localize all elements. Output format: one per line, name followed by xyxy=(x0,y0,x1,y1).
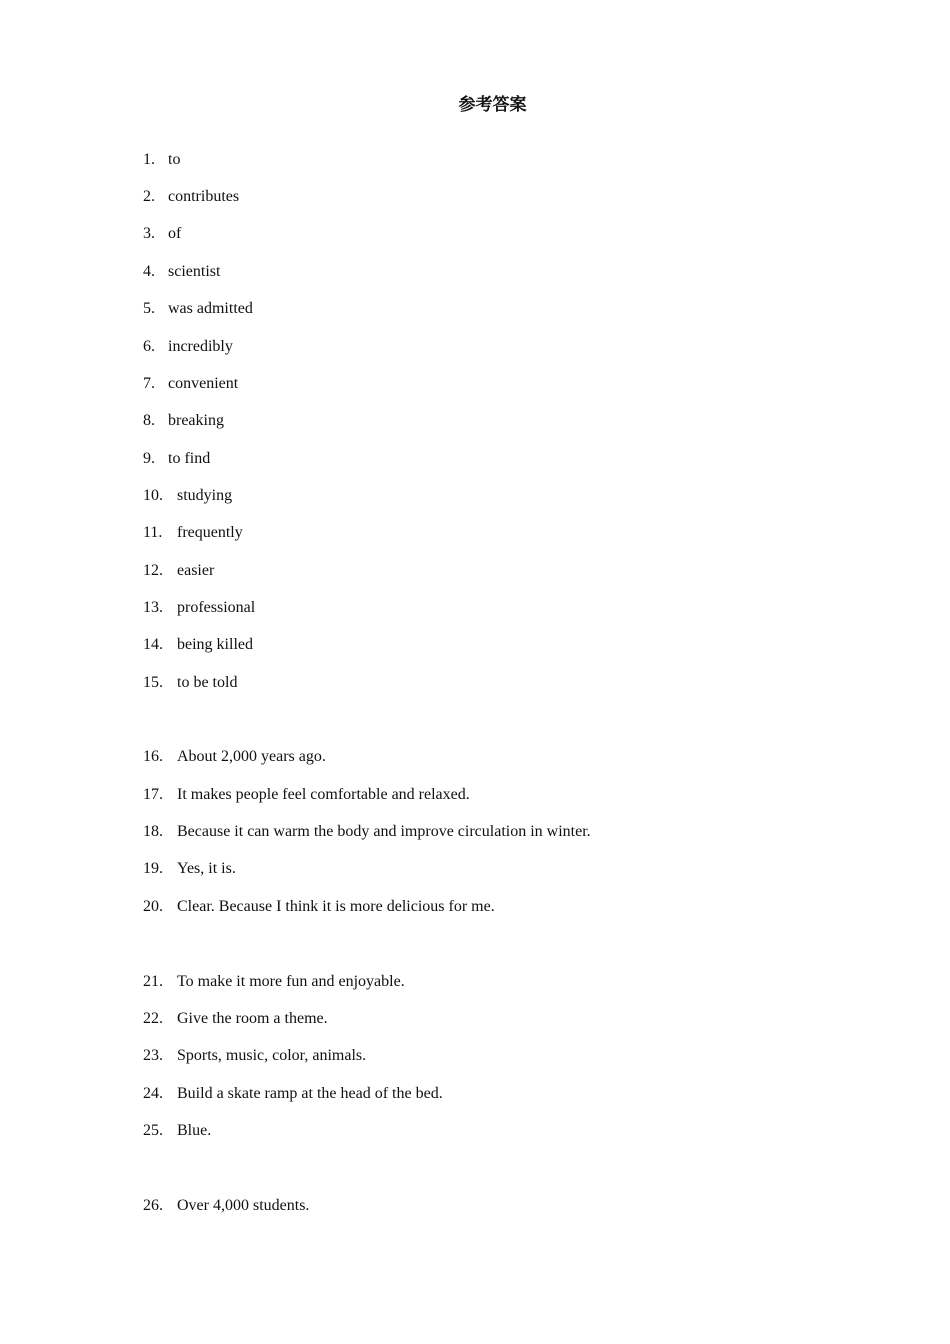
answer-text: convenient xyxy=(168,375,239,392)
answer-item xyxy=(143,822,591,842)
answer-number: 16. xyxy=(143,748,163,765)
answer-item xyxy=(143,449,210,469)
answer-item xyxy=(143,897,495,917)
answer-text: to xyxy=(168,151,181,168)
answer-text: Clear. Because I think it is more delicious for me. xyxy=(177,898,495,915)
answer-text: to find xyxy=(168,450,211,467)
answer-number: 20. xyxy=(143,898,163,915)
answer-number: 22. xyxy=(143,1010,163,1027)
answer-number: 2. xyxy=(143,188,155,205)
answer-text: Over 4,000 students. xyxy=(177,1197,310,1214)
answer-number: 24. xyxy=(143,1085,163,1102)
answer-item xyxy=(143,561,214,581)
answer-text: to be told xyxy=(177,674,238,691)
answer-number: 6. xyxy=(143,338,155,355)
answer-number: 9. xyxy=(143,450,155,467)
answer-item xyxy=(143,224,181,244)
answer-number: 12. xyxy=(143,562,163,579)
answer-text: Sports, music, color, animals. xyxy=(177,1047,367,1064)
answer-item xyxy=(143,598,255,618)
answer-text: scientist xyxy=(168,263,221,280)
page-title: 参考答案 xyxy=(458,95,527,115)
answer-text: About 2,000 years ago. xyxy=(177,748,326,765)
answer-text: incredibly xyxy=(168,338,233,355)
answer-text: professional xyxy=(177,599,256,616)
answer-item xyxy=(143,337,233,357)
answer-item xyxy=(143,1121,211,1141)
answer-number: 21. xyxy=(143,973,163,990)
answer-item xyxy=(143,486,232,506)
answer-item xyxy=(143,523,243,543)
answer-number: 23. xyxy=(143,1047,163,1064)
answer-item xyxy=(143,374,238,394)
answer-item xyxy=(143,299,253,319)
answer-item xyxy=(143,635,253,655)
answer-text: was admitted xyxy=(168,300,253,317)
answer-text: To make it more fun and enjoyable. xyxy=(177,973,405,990)
answer-item xyxy=(143,673,237,693)
answer-item xyxy=(143,785,470,805)
answer-item xyxy=(143,972,405,992)
answer-text: easier xyxy=(177,562,215,579)
answer-item xyxy=(143,150,180,170)
answer-item xyxy=(143,262,220,282)
answer-text: contributes xyxy=(168,188,240,205)
answer-text: breaking xyxy=(168,412,224,429)
answer-text: Blue. xyxy=(177,1122,212,1139)
answer-text: studying xyxy=(177,487,233,504)
answer-text: being killed xyxy=(177,636,253,653)
answer-item xyxy=(143,187,239,207)
answer-number: 1. xyxy=(143,151,155,168)
answer-number: 8. xyxy=(143,412,155,429)
answer-text: Build a skate ramp at the head of the bed. xyxy=(177,1085,443,1102)
answer-item xyxy=(143,1046,366,1066)
answer-text: It makes people feel comfortable and relaxed. xyxy=(177,786,470,803)
answer-number: 19. xyxy=(143,860,163,877)
answer-item xyxy=(143,1084,443,1104)
answer-number: 18. xyxy=(143,823,163,840)
answer-number: 11. xyxy=(143,524,163,541)
answer-text: Give the room a theme. xyxy=(177,1010,328,1027)
answer-item xyxy=(143,859,236,879)
answer-number: 7. xyxy=(143,375,155,392)
answer-text: frequently xyxy=(177,524,243,541)
answer-number: 3. xyxy=(143,225,155,242)
answer-number: 15. xyxy=(143,674,163,691)
answer-item xyxy=(143,747,326,767)
answer-text: Yes, it is. xyxy=(177,860,236,877)
answer-number: 5. xyxy=(143,300,155,317)
answer-number: 10. xyxy=(143,487,163,504)
answer-text: of xyxy=(168,225,182,242)
answer-number: 14. xyxy=(143,636,163,653)
answer-number: 13. xyxy=(143,599,163,616)
answer-item xyxy=(143,411,224,431)
answer-number: 25. xyxy=(143,1122,163,1139)
answer-number: 17. xyxy=(143,786,163,803)
answer-item xyxy=(143,1196,309,1216)
answer-number: 4. xyxy=(143,263,155,280)
answer-text: Because it can warm the body and improve circulation in winter. xyxy=(177,823,591,840)
answer-item xyxy=(143,1009,328,1029)
answer-number: 26. xyxy=(143,1197,163,1214)
